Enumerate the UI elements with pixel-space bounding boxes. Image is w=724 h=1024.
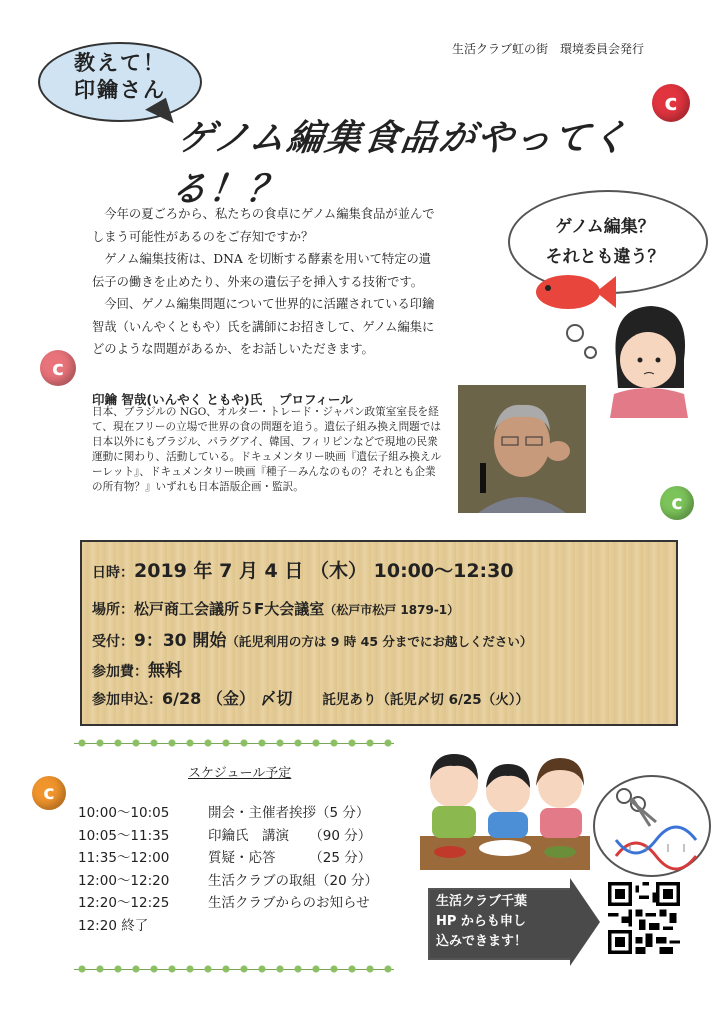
- schedule-time: 12:20 終了: [78, 917, 149, 934]
- bubble-line-1: 教えて！: [74, 51, 166, 75]
- logo-c-icon: c: [660, 486, 694, 520]
- date-label: 日時：: [92, 565, 134, 581]
- logo-c-icon: c: [652, 84, 690, 122]
- schedule-row: [78, 825, 378, 848]
- logo-c-icon: c: [40, 350, 76, 386]
- event-apply: [92, 686, 529, 709]
- thought-dot: [566, 324, 584, 342]
- apply-label: 参加申込：: [92, 692, 162, 708]
- schedule-item: 開会・主催者挨拶（5 分）: [208, 805, 370, 821]
- fee-label: 参加費：: [92, 664, 148, 680]
- event-reception: [92, 626, 532, 651]
- woman-illustration: [596, 298, 696, 418]
- thought-line-1: ゲノム編集？: [555, 217, 655, 237]
- cta-line-3: 込みできます！: [436, 934, 528, 949]
- schedule-row: [78, 847, 378, 870]
- vine-divider: [74, 962, 394, 976]
- schedule-item: 生活クラブからのお知らせ: [208, 895, 370, 911]
- speech-bubble-text: [60, 50, 180, 104]
- vine-divider: [74, 736, 394, 750]
- logo-c-icon: c: [32, 776, 66, 810]
- event-fee: [92, 656, 182, 681]
- arrow-head: [570, 878, 600, 966]
- place-note: （松戸市松戸 1879-1）: [324, 603, 460, 617]
- apply-online-text: [436, 892, 566, 952]
- schedule-item: 印鑰氏 講演 （90 分）: [208, 827, 372, 844]
- speaker-photo: [458, 385, 586, 513]
- schedule-item: 質疑・応答 （25 分）: [208, 850, 372, 866]
- schedule-time: 10:00〜10:05: [78, 805, 170, 821]
- place-value: 松戸商工会議所５F大会議室: [134, 600, 325, 618]
- schedule-table: [78, 802, 378, 937]
- schedule-title: スケジュール予定: [188, 766, 292, 781]
- fee-value: 無料: [148, 661, 182, 681]
- intro-paragraph: 今年の夏ごろから、私たちの食卓にゲノム編集食品が並んでしまう可能性があるのをご存知ですか？: [92, 207, 435, 244]
- intro-paragraph: ゲノム編集技術は、DNA を切断する酵素を用いて特定の遺伝子の働きを止めたり、外来の遺伝子を挿入する技術です。: [92, 252, 432, 289]
- cta-line-1: 生活クラブ千葉: [436, 894, 528, 909]
- schedule-row: [78, 870, 378, 893]
- schedule-item: 生活クラブの取組（20 分）: [208, 872, 378, 889]
- qr-code[interactable]: [608, 882, 680, 954]
- childcare-note: 託児あり（託児〆切 6/25（火））: [322, 692, 529, 708]
- reception-note: （託児利用の方は 9 時 45 分までにお越しください）: [226, 634, 533, 649]
- schedule-row: [78, 915, 378, 938]
- profile-heading: 印鑰 智哉(いんやく ともや)氏 プロフィール: [92, 392, 353, 407]
- page-title: ゲノム編集食品がやってくる！？: [168, 118, 633, 210]
- schedule-row: [78, 892, 378, 915]
- intro-paragraph: 今回、ゲノム編集問題について世界的に活躍されている印鑰智哉（いんやくともや）氏を講師にお招きして、ゲノム編集にどのような問題があるか、をお話しいただきます。: [92, 297, 435, 356]
- profile-text: 日本、ブラジルの NGO、オルター・トレード・ジャパン政策室室長を経て、現在フリーの立場で世界の食の問題を追う。遺伝子組み換え問題では日本以外にもブラジル、パラグアイ、韓国、フィリピンなどで現地の民衆運動に関わり、活動している。ドキュメンタリー映画『遺伝子組み換えルーレット』、ドキュメンタリー映画『種子－みんなのもの？それとも企業の所有物？』いずれも日本語版企画・監訳。: [92, 406, 442, 493]
- event-place: [92, 598, 459, 619]
- thought-bubble-text: [520, 212, 690, 272]
- date-value: 2019 年 7 月 4 日 （木） 10:00〜12:30: [134, 560, 514, 582]
- reception-label: 受付：: [92, 634, 134, 650]
- schedule-time: 11:35〜12:00: [78, 850, 170, 866]
- schedule-time: 10:05〜11:35: [78, 827, 170, 844]
- apply-value: 6/28 （金） 〆切: [162, 689, 293, 708]
- cta-line-2: HP からも申し: [436, 914, 526, 929]
- schedule-row: [78, 802, 378, 825]
- schedule-item: [208, 915, 378, 938]
- bubble-line-2: 印鑰さん: [74, 78, 166, 102]
- schedule-time: 12:20〜12:25: [78, 895, 170, 911]
- thought-line-2: それとも違う？: [545, 247, 665, 267]
- intro-text: [92, 203, 442, 361]
- event-date: [92, 556, 514, 583]
- reception-value: 9：30 開始: [134, 631, 227, 651]
- publisher-note: 生活クラブ虹の街 環境委員会発行: [452, 42, 645, 56]
- gene-editing-illustration: [590, 770, 714, 880]
- family-eating-illustration: [420, 740, 590, 870]
- schedule-time: 12:00〜12:20: [78, 872, 170, 889]
- place-label: 場所：: [92, 602, 134, 618]
